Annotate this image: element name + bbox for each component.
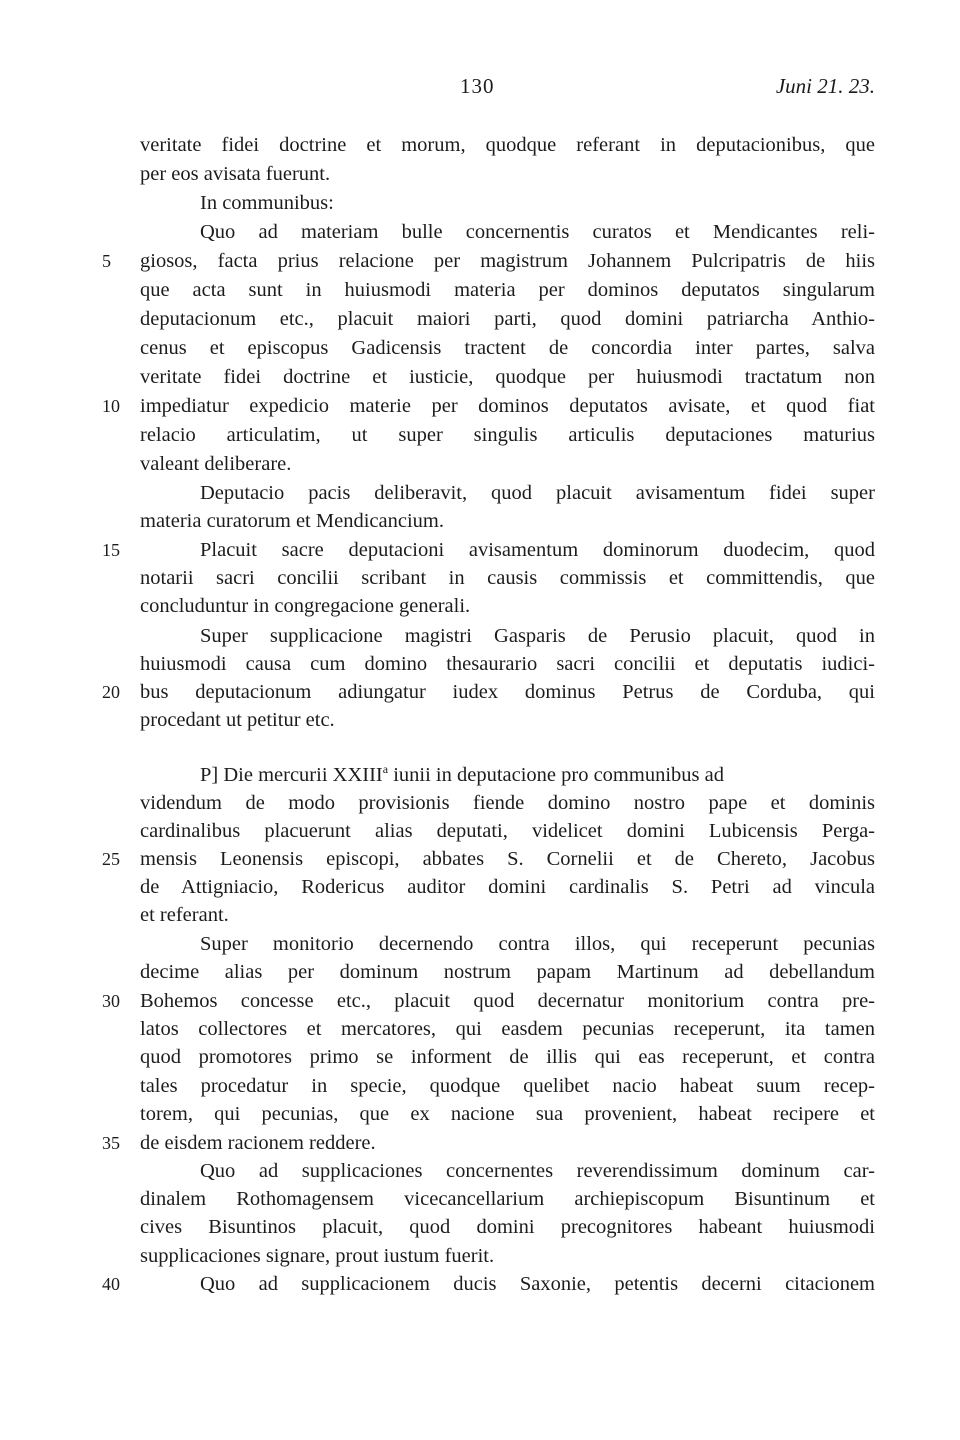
text-line: procedant ut petitur etc. (140, 709, 335, 731)
line-number: 5 (102, 251, 111, 271)
text-line: Quo ad materiam bulle concernentis curatos et Mendicantes reli- (200, 221, 875, 243)
line-number: 10 (102, 396, 120, 416)
text-line: Deputacio pacis deliberavit, quod placuit avisamentum fidei super (200, 482, 875, 504)
text-line: Placuit sacre deputacioni avisamentum dominorum duodecim, quod (200, 539, 875, 561)
text-line: per eos avisata fuerunt. (140, 163, 331, 185)
running-head: Juni 21. 23. (775, 74, 875, 98)
text-line: que acta sunt in huiusmodi materia per dominos deputatos singularum (140, 279, 875, 301)
text-line: et referant. (140, 904, 229, 926)
text-line: veritate fidei doctrine et iusticie, quodque per huiusmodi tractatum non (140, 366, 875, 388)
text-line: Quo ad supplicacionem ducis Saxonie, petentis decerni citacionem (200, 1273, 875, 1295)
text-line: supplicaciones signare, prout iustum fuerit. (140, 1245, 495, 1267)
text-line: dinalem Rothomagensem vicecancellarium archiepiscopum Bisuntinum et (140, 1188, 875, 1210)
text-line: concluduntur in congregacione generali. (140, 595, 471, 617)
text-segment: iunii in deputacione pro communibus ad (388, 764, 724, 786)
line-number: 15 (102, 540, 120, 560)
text-line: torem, qui pecunias, que ex nacione sua provenient, habeat recipere et (140, 1103, 875, 1125)
text-line: Super monitorio decernendo contra illos, qui receperunt pecunias (200, 933, 875, 955)
line-number: 30 (102, 991, 120, 1011)
text-line: valeant deliberare. (140, 453, 292, 475)
text-line: notarii sacri concilii scribant in causis commissis et committendis, que (140, 567, 875, 589)
text-line: cardinalibus placuerunt alias deputati, videlicet domini Lubicensis Perga- (140, 820, 875, 842)
text-line: Bohemos concesse etc., placuit quod decernatur monitorium contra pre- (140, 990, 875, 1012)
text-line (200, 761, 875, 789)
line-number: 40 (102, 1274, 120, 1294)
text-line: Super supplicacione magistri Gasparis de Perusio placuit, quod in (200, 625, 875, 647)
text-line: bus deputacionum adiungatur iudex dominus Petrus de Corduba, qui (140, 681, 875, 703)
text-line: latos collectores et mercatores, qui easdem pecunias receperunt, ita tamen (140, 1018, 875, 1040)
text-line: deputacionum etc., placuit maiori parti, quod domini patriarcha Anthio- (140, 308, 875, 330)
text-line: videndum de modo provisionis fiende domino nostro pape et dominis (140, 792, 875, 814)
text-line: materia curatorum et Mendicancium. (140, 510, 444, 532)
text-line: giosos, facta prius relacione per magistrum Johannem Pulcripatris de hiis (140, 250, 875, 272)
text-line: decime alias per dominum nostrum papam Martinum ad debellandum (140, 961, 875, 983)
text-line: cenus et episcopus Gadicensis tractent de concordia inter partes, salva (140, 337, 875, 359)
section-heading: In communibus: (200, 192, 334, 214)
text-segment: P] Die mercurii XXIII (200, 764, 383, 786)
text-line: de Attigniacio, Rodericus auditor domini cardinalis S. Petri ad vincula (140, 876, 875, 898)
text-line: relacio articulatim, ut super singulis articulis deputaciones maturius (140, 424, 875, 446)
running-header (140, 74, 875, 104)
text-line: huiusmodi causa cum domino thesaurario sacri concilii et deputatis iudici- (140, 653, 875, 675)
page-number: 130 (460, 74, 495, 98)
superscript: a (382, 762, 389, 777)
line-number: 25 (102, 849, 120, 869)
line-number: 20 (102, 682, 120, 702)
text-line: de eisdem racionem reddere. (140, 1132, 376, 1154)
text-line: Quo ad supplicaciones concernentes reverendissimum dominum car- (200, 1160, 875, 1182)
text-line: quod promotores primo se informent de illis qui eas receperunt, et contra (140, 1046, 875, 1068)
text-line: tales procedatur in specie, quodque quelibet nacio habeat suum recep- (140, 1075, 875, 1097)
text-line: impediatur expedicio materie per dominos deputatos avisate, et quod fiat (140, 395, 875, 417)
text-line: cives Bisuntinos placuit, quod domini precognitores habeant huiusmodi (140, 1216, 875, 1238)
text-line: veritate fidei doctrine et morum, quodque referant in deputacionibus, que (140, 134, 875, 156)
line-number: 35 (102, 1133, 120, 1153)
text-line: mensis Leonensis episcopi, abbates S. Cornelii et de Chereto, Jacobus (140, 848, 875, 870)
